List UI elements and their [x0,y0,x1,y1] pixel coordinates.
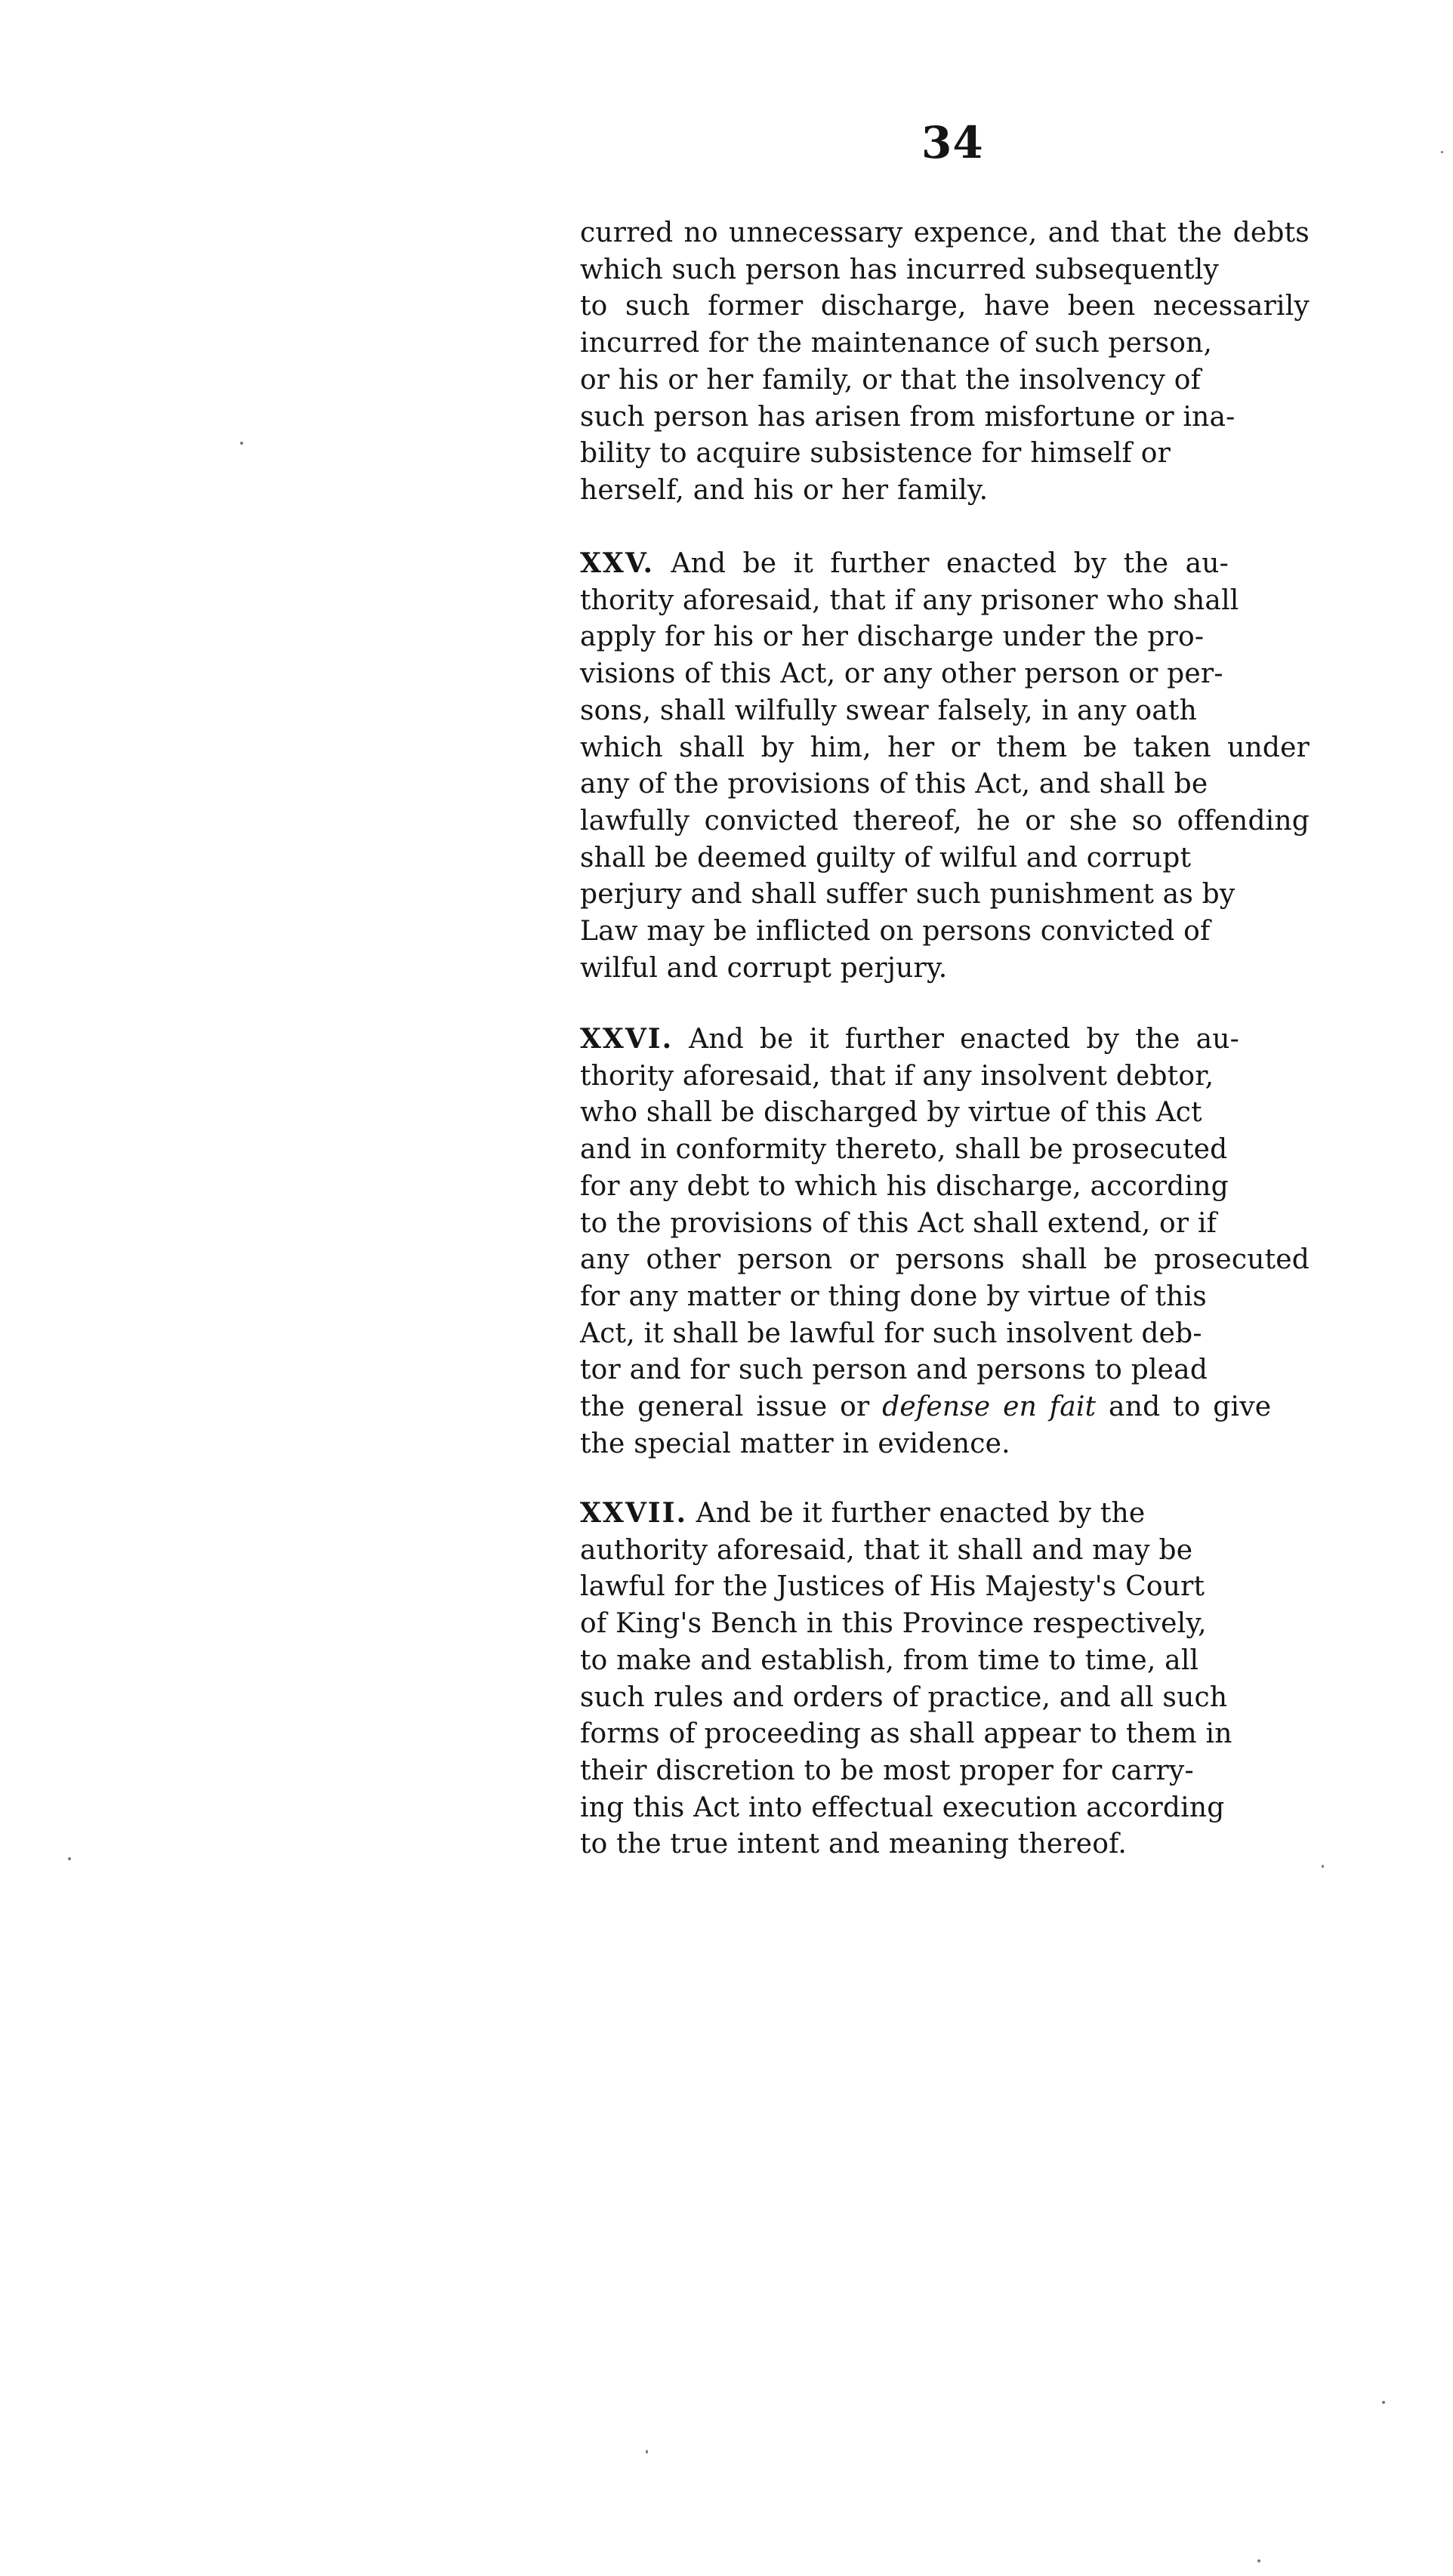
scan-speck [646,2450,648,2454]
text-line: forms of proceeding as shall appear to them in [580,1718,1232,1750]
text-line: thority aforesaid, that if any insolvent debtor, [580,1060,1214,1092]
paragraph-continuation [580,215,1310,510]
page-number: 34 [921,117,984,168]
scan-speck [1382,2401,1385,2404]
text-line: to make and establish, from time to time, all [580,1644,1199,1676]
section-number: XXVII. [580,1497,688,1529]
text-line: incurred for the maintenance of such person, [580,328,1213,359]
text-line: apply for his or her discharge under the pro- [580,621,1205,653]
text-line: Law may be inflicted on persons convicted of [580,916,1211,948]
text-line: perjury and shall suffer such punishment as by [580,879,1236,911]
text-line: the special matter in evidence. [580,1428,1010,1459]
text-line: lawful for the Justices of His Majesty's Court [580,1571,1205,1603]
text-line: for any matter or thing done by virtue of this [580,1280,1207,1312]
text-line: thority aforesaid, that if any prisoner who shall [580,584,1239,616]
text-span: and to give [1096,1391,1272,1423]
scan-speck [240,442,243,445]
scan-speck [1441,151,1443,153]
scan-speck [68,1857,71,1860]
text-line: herself, and his or her family. [580,474,989,506]
section-xxvi [580,1021,1310,1462]
text-line: any other person or persons shall be prosecuted [580,1244,1310,1276]
text-line [580,1021,1310,1058]
text-line: or his or her family, or that the insolvency of [580,364,1202,396]
text-line: bility to acquire subsistence for himself or [580,438,1171,470]
text-line: curred no unnecessary expence, and that the debts [580,217,1310,248]
text-line: such person has arisen from misfortune or ina- [580,401,1236,433]
text-line: such rules and orders of practice, and all such [580,1681,1228,1713]
section-number: XXV. [580,547,655,579]
text-line: ing this Act into effectual execution according [580,1792,1225,1823]
text-line: visions of this Act, or any other person or per- [580,658,1223,690]
text-line: to such former discharge, have been necessarily [580,291,1310,322]
section-number: XXVI. [580,1023,674,1055]
text-line: tor and for such person and persons to plead [580,1354,1208,1386]
text-span: And be it further enacted by the au- [673,1024,1240,1055]
italic-phrase: defense en fait [882,1391,1097,1423]
section-xxv [580,545,1310,987]
text-line: which shall by him, her or them be taken under [580,732,1310,763]
text-line: their discretion to be most proper for carry- [580,1755,1194,1786]
text-line [580,545,1310,583]
text-line: for any debt to which his discharge, according [580,1170,1229,1202]
text-span: And be it further enacted by the [687,1498,1146,1529]
text-line: to the true intent and meaning thereof. [580,1829,1128,1860]
text-line [580,1495,1310,1533]
text-line: shall be deemed guilty of wilful and corrupt [580,842,1192,874]
text-line: lawfully convicted thereof, he or she so offending [580,805,1310,837]
text-line: who shall be discharged by virtue of this Act [580,1097,1202,1129]
text-line: any of the provisions of this Act, and shall be [580,769,1208,800]
text-span: And be it further enacted by the au- [654,548,1229,579]
text-line: Act, it shall be lawful for such insolvent deb- [580,1317,1202,1349]
text-line: wilful and corrupt perjury. [580,952,948,984]
text-line: of King's Bench in this Province respectively, [580,1608,1207,1640]
text-line: authority aforesaid, that it shall and may be [580,1534,1193,1566]
scan-speck [1257,2559,1260,2562]
scan-speck [1322,1865,1324,1868]
text-span: the general issue or [580,1391,883,1423]
text-line: to the provisions of this Act shall extend, or if [580,1207,1217,1239]
text-line: sons, shall wilfully swear falsely, in any oath [580,695,1197,726]
section-xxvii [580,1495,1310,1863]
text-line: and in conformity thereto, shall be prosecuted [580,1134,1228,1166]
text-line [580,1389,1310,1426]
text-line: which such person has incurred subsequently [580,254,1220,285]
